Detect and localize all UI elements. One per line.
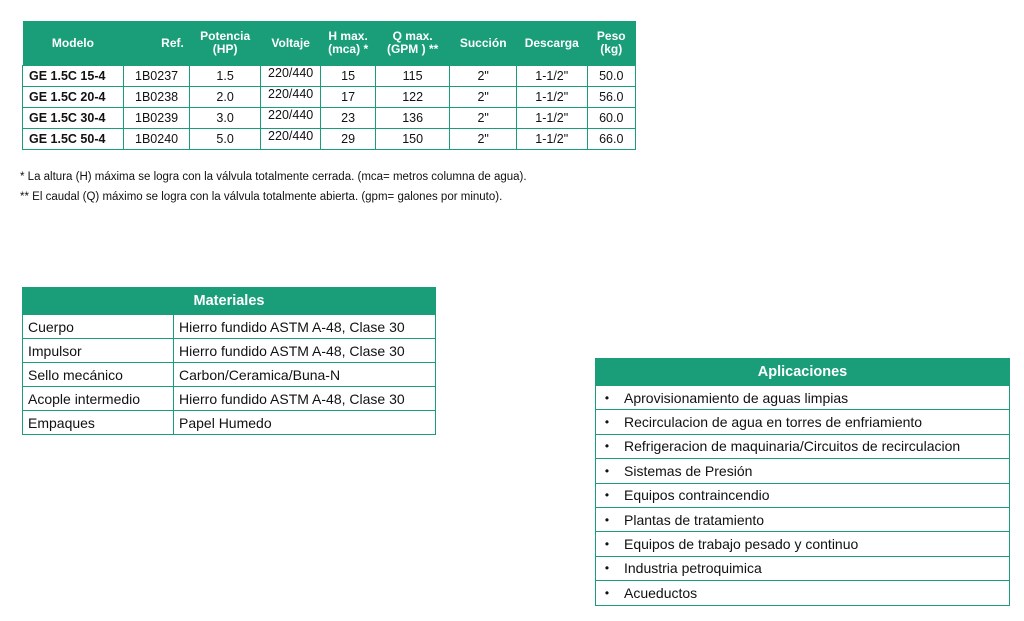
list-item <box>596 386 1010 410</box>
cell-ref: 1B0237 <box>123 66 190 87</box>
material-value: Hierro fundido ASTM A-48, Clase 30 <box>174 387 436 411</box>
materials-row <box>23 315 436 339</box>
application-label: Aprovisionamiento de aguas limpias <box>618 386 1010 410</box>
bullet-icon: • <box>596 386 619 410</box>
cell-potencia: 3.0 <box>190 108 261 129</box>
application-label: Refrigeracion de maquinaria/Circuitos de recirculacion <box>618 434 1010 458</box>
header-voltaje: Voltaje <box>260 21 320 66</box>
cell-ref: 1B0239 <box>123 108 190 129</box>
cell-voltaje: 220/440 <box>260 87 320 108</box>
header-peso: Peso (kg) <box>587 21 635 66</box>
table-row <box>23 87 636 108</box>
spec-table <box>22 21 636 150</box>
header-succion: Succión <box>450 21 517 66</box>
cell-descarga: 1-1/2" <box>516 108 587 129</box>
cell-qmax: 150 <box>375 129 450 150</box>
application-label: Equipos de trabajo pesado y continuo <box>618 532 1010 556</box>
cell-voltaje: 220/440 <box>260 108 320 129</box>
material-part: Acople intermedio <box>23 387 174 411</box>
cell-qmax: 122 <box>375 87 450 108</box>
materials-row <box>23 339 436 363</box>
cell-potencia: 1.5 <box>190 66 261 87</box>
application-label: Acueductos <box>618 581 1010 605</box>
cell-succion: 2" <box>450 108 517 129</box>
header-potencia: Potencia (HP) <box>190 21 261 66</box>
bullet-icon: • <box>596 556 619 580</box>
bullet-icon: • <box>596 410 619 434</box>
cell-voltaje: 220/440 <box>260 66 320 87</box>
application-label: Industria petroquimica <box>618 556 1010 580</box>
list-item <box>596 507 1010 531</box>
bullet-icon: • <box>596 434 619 458</box>
cell-voltaje: 220/440 <box>260 129 320 150</box>
header-descarga: Descarga <box>516 21 587 66</box>
material-value: Papel Humedo <box>174 411 436 435</box>
material-value: Hierro fundido ASTM A-48, Clase 30 <box>174 315 436 339</box>
cell-modelo: GE 1.5C 50-4 <box>23 129 124 150</box>
list-item <box>596 434 1010 458</box>
cell-hmax: 23 <box>321 108 375 129</box>
cell-descarga: 1-1/2" <box>516 129 587 150</box>
cell-ref: 1B0240 <box>123 129 190 150</box>
cell-qmax: 136 <box>375 108 450 129</box>
materials-row <box>23 387 436 411</box>
cell-modelo: GE 1.5C 20-4 <box>23 87 124 108</box>
header-qmax: Q max. (GPM ) ** <box>375 21 450 66</box>
cell-succion: 2" <box>450 66 517 87</box>
table-row <box>23 108 636 129</box>
bullet-icon: • <box>596 459 619 483</box>
material-value: Carbon/Ceramica/Buna-N <box>174 363 436 387</box>
cell-succion: 2" <box>450 129 517 150</box>
cell-modelo: GE 1.5C 30-4 <box>23 108 124 129</box>
cell-hmax: 17 <box>321 87 375 108</box>
material-part: Impulsor <box>23 339 174 363</box>
cell-descarga: 1-1/2" <box>516 66 587 87</box>
application-label: Equipos contraincendio <box>618 483 1010 507</box>
material-value: Hierro fundido ASTM A-48, Clase 30 <box>174 339 436 363</box>
list-item <box>596 532 1010 556</box>
header-ref: Ref. <box>123 21 190 66</box>
table-row <box>23 129 636 150</box>
cell-hmax: 15 <box>321 66 375 87</box>
bullet-icon: • <box>596 483 619 507</box>
list-item <box>596 483 1010 507</box>
cell-ref: 1B0238 <box>123 87 190 108</box>
materials-table <box>22 287 436 435</box>
list-item <box>596 410 1010 434</box>
applications-table <box>595 358 1010 606</box>
materials-row <box>23 411 436 435</box>
cell-peso: 66.0 <box>587 129 635 150</box>
header-modelo: Modelo <box>23 21 124 66</box>
cell-peso: 50.0 <box>587 66 635 87</box>
list-item <box>596 556 1010 580</box>
cell-qmax: 115 <box>375 66 450 87</box>
materials-title: Materiales <box>23 288 436 315</box>
cell-potencia: 2.0 <box>190 87 261 108</box>
bullet-icon: • <box>596 581 619 605</box>
list-item <box>596 581 1010 605</box>
list-item <box>596 459 1010 483</box>
cell-peso: 60.0 <box>587 108 635 129</box>
material-part: Cuerpo <box>23 315 174 339</box>
cell-succion: 2" <box>450 87 517 108</box>
bullet-icon: • <box>596 532 619 556</box>
note-q-max: ** El caudal (Q) máximo se logra con la válvula totalmente abierta. (gpm= galones por minuto). <box>20 191 503 203</box>
header-hmax: H max. (mca) * <box>321 21 375 66</box>
application-label: Recirculacion de agua en torres de enfriamiento <box>618 410 1010 434</box>
cell-potencia: 5.0 <box>190 129 261 150</box>
material-part: Empaques <box>23 411 174 435</box>
cell-modelo: GE 1.5C 15-4 <box>23 66 124 87</box>
cell-peso: 56.0 <box>587 87 635 108</box>
material-part: Sello mecánico <box>23 363 174 387</box>
cell-hmax: 29 <box>321 129 375 150</box>
spec-header-row <box>23 21 636 66</box>
application-label: Plantas de tratamiento <box>618 507 1010 531</box>
note-h-max: * La altura (H) máxima se logra con la válvula totalmente cerrada. (mca= metros columna de agua). <box>20 171 527 183</box>
materials-row <box>23 363 436 387</box>
table-row <box>23 66 636 87</box>
application-label: Sistemas de Presión <box>618 459 1010 483</box>
applications-title: Aplicaciones <box>596 359 1010 386</box>
cell-descarga: 1-1/2" <box>516 87 587 108</box>
bullet-icon: • <box>596 507 619 531</box>
